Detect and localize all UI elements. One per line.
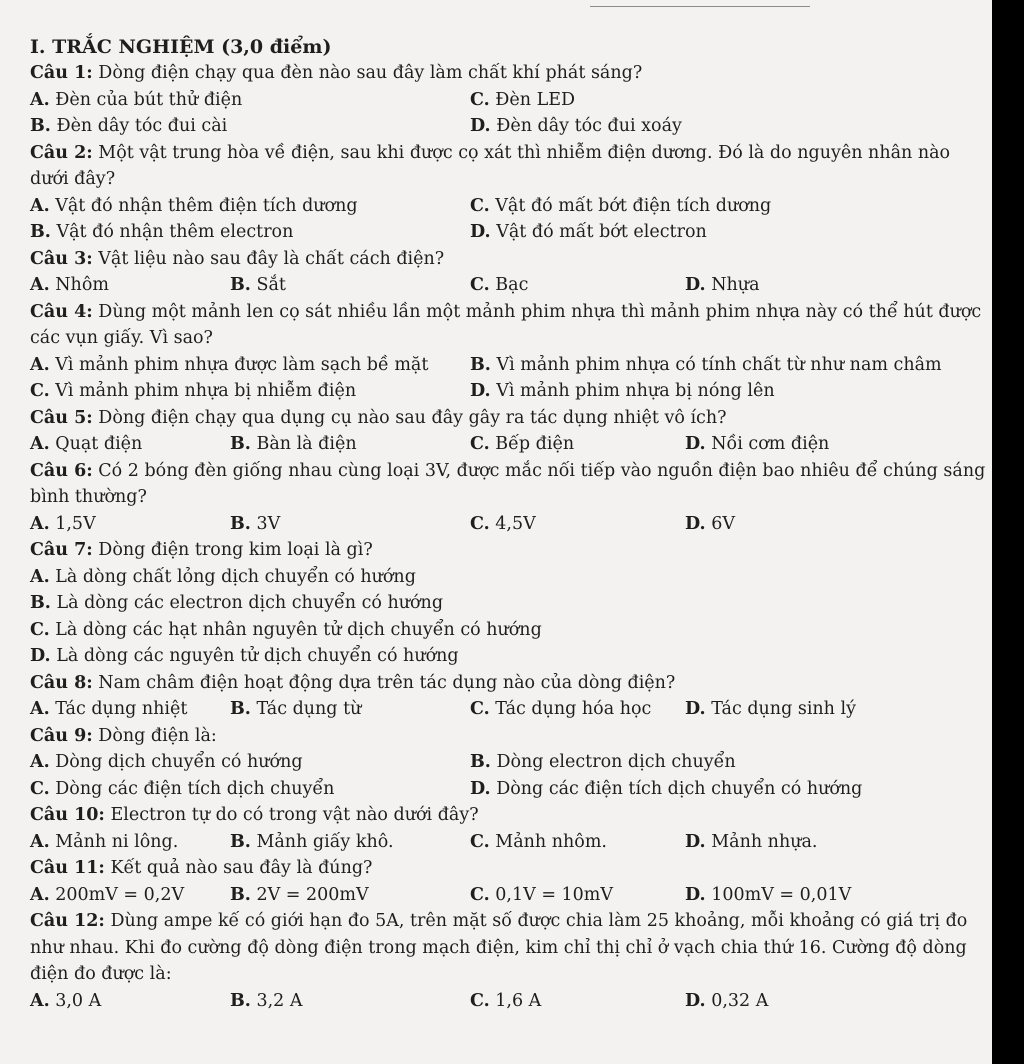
question-number: Câu 2: xyxy=(30,142,93,163)
option-d[interactable]: D. 100mV = 0,01V xyxy=(685,884,852,905)
question-text: Nam châm điện hoạt động dựa trên tác dụng nào của dòng điện? xyxy=(92,672,676,693)
option-a[interactable]: A. Vật đó nhận thêm điện tích dương xyxy=(30,195,358,216)
question-text: Dùng một mảnh len cọ sát nhiều lần một mảnh phim nhựa thì mảnh phim nhựa này có thể hút được các vụn giấy. Vì sao? xyxy=(30,301,982,348)
option-b[interactable]: B. Bàn là điện xyxy=(230,434,357,454)
question-6 xyxy=(30,458,990,538)
option-b[interactable]: B. Vật đó nhận thêm electron xyxy=(30,222,294,242)
question-text: Dùng ampe kế có giới hạn đo 5A, trên mặt số được chia làm 25 khoảng, mỗi khoảng có giá trị đo như nhau. Khi đo cường độ dòng điện trong mạch điện, kim chỉ thị chỉ ở vạch chia thứ 16. Cường độ dòng điện đo được là: xyxy=(30,911,968,984)
question-text: Dòng điện chạy qua đèn nào sau đây làm chất khí phát sáng? xyxy=(92,63,643,83)
option-b[interactable]: B. Là dòng các electron dịch chuyển có hướng xyxy=(30,593,444,613)
question-text: Dòng điện chạy qua dụng cụ nào sau đây gây ra tác dụng nhiệt vô ích? xyxy=(92,407,727,428)
question-number: Câu 8: xyxy=(30,672,93,693)
question-number: Câu 6: xyxy=(30,460,93,481)
option-c[interactable]: C. Bếp điện xyxy=(470,434,575,454)
option-b[interactable]: B. Dòng electron dịch chuyển xyxy=(470,752,736,772)
option-d[interactable]: D. Vật đó mất bớt electron xyxy=(470,222,707,242)
option-b[interactable]: B. 3,2 A xyxy=(230,990,303,1011)
question-10 xyxy=(30,802,990,855)
option-a[interactable]: A. Mảnh ni lông. xyxy=(30,831,179,852)
option-d[interactable]: D. Nhựa xyxy=(685,275,760,295)
option-a[interactable]: A. 3,0 A xyxy=(30,990,102,1011)
question-number: Câu 10: xyxy=(30,805,105,825)
question-number: Câu 12: xyxy=(30,911,105,931)
question-number: Câu 3: xyxy=(30,248,93,269)
option-b[interactable]: B. Mảnh giấy khô. xyxy=(230,831,394,852)
question-number: Câu 4: xyxy=(30,301,93,322)
option-c[interactable]: C. 1,6 A xyxy=(470,990,542,1011)
question-number: Câu 7: xyxy=(30,540,93,560)
option-a[interactable]: A. Nhôm xyxy=(30,275,109,295)
option-c[interactable]: C. 0,1V = 10mV xyxy=(470,884,614,905)
question-text: Vật liệu nào sau đây là chất cách điện? xyxy=(92,248,445,269)
option-c[interactable]: C. Đèn LED xyxy=(470,89,576,110)
option-d[interactable]: D. 0,32 A xyxy=(685,990,769,1011)
question-5 xyxy=(30,405,990,458)
question-number: Câu 11: xyxy=(30,858,105,878)
option-a[interactable]: A. Dòng dịch chuyển có hướng xyxy=(30,752,303,772)
page-edge xyxy=(992,0,1024,1064)
option-a[interactable]: A. Tác dụng nhiệt xyxy=(30,699,188,719)
question-text: Dòng điện trong kim loại là gì? xyxy=(92,540,373,560)
question-3 xyxy=(30,246,990,299)
option-b[interactable]: B. Tác dụng từ xyxy=(230,699,362,719)
option-d[interactable]: D. Dòng các điện tích dịch chuyển có hướng xyxy=(470,778,863,799)
option-a[interactable]: A. Vì mảnh phim nhựa được làm sạch bề mặt xyxy=(30,354,429,375)
question-number: Câu 5: xyxy=(30,407,93,428)
option-c[interactable]: C. 4,5V xyxy=(470,513,536,534)
option-c[interactable]: C. Là dòng các hạt nhân nguyên tử dịch chuyển có hướng xyxy=(30,619,542,640)
option-c[interactable]: C. Tác dụng hóa học xyxy=(470,699,652,719)
option-d[interactable]: D. Vì mảnh phim nhựa bị nóng lên xyxy=(470,381,775,401)
option-b[interactable]: B. 3V xyxy=(230,513,281,534)
question-7 xyxy=(30,537,990,670)
option-b[interactable]: B. Đèn dây tóc đui cài xyxy=(30,116,228,136)
option-d[interactable]: D. Mảnh nhựa. xyxy=(685,831,818,852)
option-c[interactable]: C. Vì mảnh phim nhựa bị nhiễm điện xyxy=(30,381,357,401)
option-a[interactable]: A. 200mV = 0,2V xyxy=(30,884,185,905)
option-c[interactable]: C. Bạc xyxy=(470,275,529,295)
question-11 xyxy=(30,855,990,908)
question-12 xyxy=(30,908,990,1014)
top-rule xyxy=(590,6,810,7)
question-text: Một vật trung hòa về điện, sau khi được cọ xát thì nhiễm điện dương. Đó là do nguyên nhân nào dưới đây? xyxy=(30,142,951,189)
option-d[interactable]: D. 6V xyxy=(685,513,735,534)
option-a[interactable]: A. 1,5V xyxy=(30,513,96,534)
option-a[interactable]: A. Đèn của bút thử điện xyxy=(30,89,243,110)
option-a[interactable]: A. Quạt điện xyxy=(30,434,143,454)
option-c[interactable]: C. Mảnh nhôm. xyxy=(470,831,607,852)
option-c[interactable]: C. Dòng các điện tích dịch chuyển xyxy=(30,778,335,799)
question-text: Có 2 bóng đèn giống nhau cùng loại 3V, được mắc nối tiếp vào nguồn điện bao nhiêu để chúng sáng bình thường? xyxy=(30,460,986,507)
option-d[interactable]: D. Đèn dây tóc đui xoáy xyxy=(470,116,682,136)
question-1 xyxy=(30,60,990,140)
question-4 xyxy=(30,299,990,405)
question-9 xyxy=(30,723,990,803)
option-a[interactable]: A. Là dòng chất lỏng dịch chuyển có hướng xyxy=(30,566,416,587)
option-d[interactable]: D. Là dòng các nguyên tử dịch chuyển có hướng xyxy=(30,646,459,666)
question-number: Câu 1: xyxy=(30,63,93,83)
option-c[interactable]: C. Vật đó mất bớt điện tích dương xyxy=(470,195,772,216)
option-b[interactable]: B. Vì mảnh phim nhựa có tính chất từ như nam châm xyxy=(470,354,942,375)
option-d[interactable]: D. Nồi cơm điện xyxy=(685,434,830,454)
exam-sheet xyxy=(30,34,990,1014)
question-8 xyxy=(30,670,990,723)
question-text: Electron tự do có trong vật nào dưới đây? xyxy=(104,805,479,825)
option-b[interactable]: B. Sắt xyxy=(230,275,286,295)
option-d[interactable]: D. Tác dụng sinh lý xyxy=(685,699,857,719)
question-2 xyxy=(30,140,990,246)
question-text: Dòng điện là: xyxy=(92,725,217,746)
option-b[interactable]: B. 2V = 200mV xyxy=(230,884,369,905)
question-text: Kết quả nào sau đây là đúng? xyxy=(104,858,373,878)
section-title: I. TRẮC NGHIỆM (3,0 điểm) xyxy=(30,36,332,58)
question-number: Câu 9: xyxy=(30,725,93,746)
